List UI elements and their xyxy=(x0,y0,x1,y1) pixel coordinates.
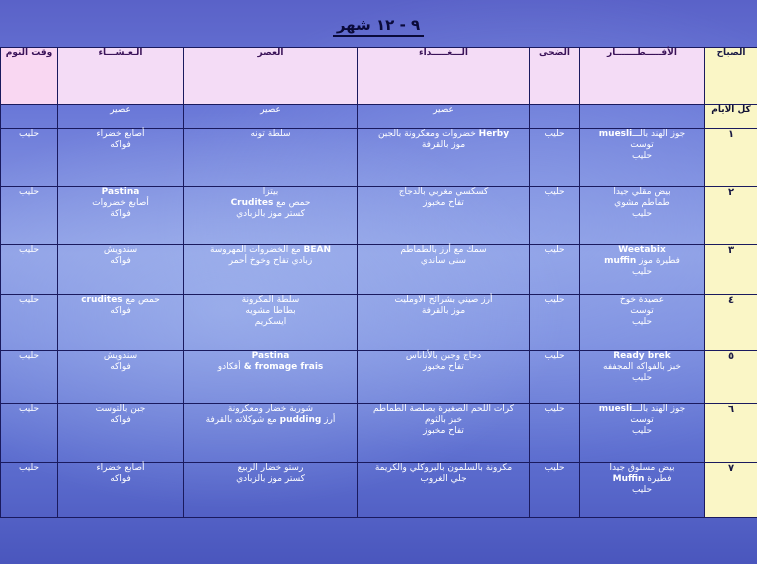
header-breakfast: الأفـــــطـــــــار xyxy=(580,48,705,105)
header-lunch: الـــغـــــداء xyxy=(358,48,530,105)
cell-dinner xyxy=(58,351,184,404)
cell-line xyxy=(580,426,704,437)
cell-line xyxy=(358,404,529,415)
cell-dinner xyxy=(58,129,184,187)
cell-line: حليب xyxy=(18,463,40,473)
text-segment: سندويش xyxy=(103,351,138,361)
cell-line: حليب xyxy=(544,187,565,197)
text-segment: كسكسي مغربي بالدجاج xyxy=(398,187,489,197)
latin-term: BEAN xyxy=(303,245,332,255)
text-segment: رستو خضار الربيع xyxy=(237,463,304,473)
cell-bedtime xyxy=(1,129,58,187)
text-segment: موز بالقرفة xyxy=(421,306,466,316)
table-row xyxy=(1,245,757,295)
header-row xyxy=(1,48,757,105)
cell-line xyxy=(184,415,357,426)
cell-dinner xyxy=(58,404,184,463)
cell-line xyxy=(58,474,183,485)
cell-line xyxy=(580,245,704,256)
cell-line xyxy=(358,306,529,317)
cell-line: حليب xyxy=(18,295,40,305)
cell-line: حليب xyxy=(18,404,40,414)
cell-bedtime xyxy=(1,187,58,245)
cell-bedtime xyxy=(1,245,58,295)
text-segment: فواكه xyxy=(110,415,131,425)
text-segment: خبز بالفواكه المجففه xyxy=(603,362,681,372)
header-day: الصباح xyxy=(705,48,757,105)
cell-line xyxy=(58,245,183,256)
text-segment: سنى ساندي xyxy=(420,256,467,266)
cell-line xyxy=(58,404,183,415)
cell-lunch xyxy=(358,129,530,187)
cell-line: حليب xyxy=(544,463,565,473)
title-wrap xyxy=(0,15,757,37)
cell-line xyxy=(184,129,357,140)
cell-line xyxy=(358,463,529,474)
table-row xyxy=(1,404,757,463)
cell-line xyxy=(184,463,357,474)
text-segment: تفاح مخبوز xyxy=(423,426,464,436)
cell-line xyxy=(358,295,529,306)
cell-line xyxy=(58,295,183,306)
plan-body xyxy=(1,105,757,518)
text-segment: توست xyxy=(630,306,654,316)
text-segment: خبز بالثوم xyxy=(424,415,463,425)
cell-afternoon xyxy=(184,404,358,463)
text-segment: بطاطا مشويه xyxy=(245,306,296,316)
all-days-dinner: عصير xyxy=(58,105,184,129)
header-afternoon: العصر xyxy=(184,48,358,105)
cell-line: حليب xyxy=(18,187,40,197)
text-segment: بيض مقلي جيدا xyxy=(613,187,671,197)
page-title: ٩ - ١٢ شهر xyxy=(333,16,424,37)
cell-line xyxy=(58,463,183,474)
table-row xyxy=(1,463,757,518)
cell-line: حليب xyxy=(544,295,565,305)
all-days-lunch: عصير xyxy=(358,105,530,129)
cell-breakfast xyxy=(580,295,705,351)
text-segment: زبادي تفاح وخوخ أحمر xyxy=(228,256,313,266)
text-segment: حليب xyxy=(631,426,653,436)
cell-morning-snack xyxy=(530,295,580,351)
cell-line xyxy=(580,295,704,306)
cell-line xyxy=(358,245,529,256)
cell-bedtime xyxy=(1,463,58,518)
text-segment: كستر موز بالزبادي xyxy=(236,474,305,484)
cell-breakfast xyxy=(580,351,705,404)
cell-line: حليب xyxy=(18,245,40,255)
cell-line xyxy=(580,129,704,140)
cell-breakfast xyxy=(580,463,705,518)
cell-line xyxy=(184,351,357,362)
all-days-breakfast xyxy=(580,105,705,129)
cell-line xyxy=(358,140,529,151)
all-days-afternoon: عصير xyxy=(184,105,358,129)
latin-term: Crudites xyxy=(230,198,274,208)
latin-term: Weetabix xyxy=(618,245,666,255)
cell-lunch xyxy=(358,295,530,351)
cell-breakfast xyxy=(580,129,705,187)
text-segment: فواكه xyxy=(110,256,131,266)
text-segment: توست xyxy=(630,140,654,150)
text-segment: مكرونة بالسلمون بالبروكلي والكريمة xyxy=(374,463,513,473)
latin-term: Muffin xyxy=(612,474,645,484)
cell-line xyxy=(358,351,529,362)
cell-line xyxy=(58,187,183,198)
cell-dinner xyxy=(58,463,184,518)
text-segment: فواكه xyxy=(110,362,131,372)
cell-line xyxy=(580,373,704,384)
day-number: ١ xyxy=(705,129,757,187)
meal-plan-table xyxy=(0,47,757,518)
cell-morning-snack xyxy=(530,351,580,404)
text-segment: حليب xyxy=(631,267,653,277)
cell-line: حليب xyxy=(544,129,565,139)
cell-line xyxy=(58,140,183,151)
cell-line xyxy=(580,306,704,317)
cell-line xyxy=(580,485,704,496)
cell-lunch xyxy=(358,404,530,463)
latin-term: muesli xyxy=(598,404,633,414)
cell-lunch xyxy=(358,351,530,404)
cell-line: حليب xyxy=(544,245,565,255)
cell-lunch xyxy=(358,463,530,518)
cell-line xyxy=(184,306,357,317)
cell-breakfast xyxy=(580,245,705,295)
text-segment: سلطة المكرونة xyxy=(241,295,300,305)
cell-breakfast xyxy=(580,187,705,245)
text-segment: فواكه xyxy=(110,474,131,484)
text-segment: سندويش xyxy=(103,245,138,255)
cell-dinner xyxy=(58,245,184,295)
text-segment: بيتزا xyxy=(262,187,279,197)
cell-line xyxy=(580,463,704,474)
cell-line xyxy=(184,245,357,256)
cell-line xyxy=(358,415,529,426)
text-segment: طماطم مشوي xyxy=(614,198,670,208)
text-segment: حليب xyxy=(631,485,653,495)
text-segment: حليب xyxy=(631,209,653,219)
all-days-bedtime xyxy=(1,105,58,129)
text-segment: سمك مع أرز بالطماطم xyxy=(400,245,487,255)
cell-dinner xyxy=(58,187,184,245)
cell-line xyxy=(58,256,183,267)
cell-line xyxy=(184,404,357,415)
cell-line: حليب xyxy=(544,351,565,361)
text-segment: جلي الغروب xyxy=(420,474,467,484)
cell-line xyxy=(580,267,704,278)
text-segment: كستر موز بالزبادي xyxy=(236,209,305,219)
cell-breakfast xyxy=(580,404,705,463)
all-days-morning-snack xyxy=(530,105,580,129)
cell-line xyxy=(580,415,704,426)
text-segment: موز بالقرفة xyxy=(421,140,466,150)
cell-line xyxy=(358,198,529,209)
cell-line xyxy=(184,256,357,267)
cell-morning-snack xyxy=(530,245,580,295)
cell-line xyxy=(58,415,183,426)
cell-line xyxy=(184,209,357,220)
cell-line xyxy=(580,198,704,209)
header-bedtime: وقت النوم xyxy=(1,48,58,105)
text-segment: مع شوكلاته بالقرفة xyxy=(205,415,280,425)
all-days-label: كل الايام xyxy=(705,105,757,129)
text-segment: حليب xyxy=(631,373,653,383)
cell-line xyxy=(358,187,529,198)
cell-line xyxy=(358,426,529,437)
cell-line xyxy=(580,151,704,162)
text-segment: سلطة تونه xyxy=(250,129,291,139)
cell-line xyxy=(580,209,704,220)
cell-lunch xyxy=(358,187,530,245)
text-segment: أرز xyxy=(321,415,336,425)
text-segment: شوربة خضار ومعكرونة xyxy=(227,404,314,414)
cell-morning-snack xyxy=(530,463,580,518)
cell-line xyxy=(184,187,357,198)
cell-dinner xyxy=(58,295,184,351)
text-segment: أفكادو xyxy=(217,362,241,372)
table-row xyxy=(1,351,757,404)
cell-line xyxy=(58,198,183,209)
cell-afternoon xyxy=(184,351,358,404)
cell-line xyxy=(184,198,357,209)
cell-line xyxy=(184,317,357,328)
cell-line xyxy=(580,140,704,151)
text-segment: أصابع خضروات xyxy=(92,198,149,208)
day-number: ٦ xyxy=(705,404,757,463)
text-segment: تفاح مخبوز xyxy=(423,198,464,208)
cell-line xyxy=(184,474,357,485)
text-segment: حمص مع xyxy=(122,295,160,305)
text-segment: فواكه xyxy=(110,306,131,316)
day-number: ٣ xyxy=(705,245,757,295)
text-segment: فطيرة موز xyxy=(636,256,680,266)
latin-term: muffin xyxy=(604,256,637,266)
text-segment: مع الخضروات المهروسة xyxy=(209,245,304,255)
text-segment: حليب xyxy=(631,317,653,327)
cell-lunch xyxy=(358,245,530,295)
cell-line xyxy=(358,129,529,140)
latin-term: Herby xyxy=(478,129,510,139)
table-row xyxy=(1,187,757,245)
cell-line xyxy=(184,295,357,306)
text-segment: حمص مع xyxy=(273,198,311,208)
latin-term: fromage frais & xyxy=(240,362,324,372)
cell-line xyxy=(358,474,529,485)
cell-line xyxy=(580,404,704,415)
latin-term: Ready brek xyxy=(613,351,671,361)
cell-afternoon xyxy=(184,129,358,187)
cell-line xyxy=(58,306,183,317)
text-segment: أرز صيني بشرائح الاومليت xyxy=(394,295,493,305)
cell-line xyxy=(580,362,704,373)
cell-line: حليب xyxy=(18,129,40,139)
day-number: ٤ xyxy=(705,295,757,351)
day-number: ٢ xyxy=(705,187,757,245)
cell-line xyxy=(58,351,183,362)
cell-morning-snack xyxy=(530,129,580,187)
text-segment: فطيرة xyxy=(644,474,672,484)
cell-bedtime xyxy=(1,351,58,404)
cell-line xyxy=(58,129,183,140)
cell-line xyxy=(358,256,529,267)
latin-term: Pastina xyxy=(251,351,290,361)
text-segment: فواكه xyxy=(110,140,131,150)
text-segment: تفاح مخبوز xyxy=(423,362,464,372)
cell-line: حليب xyxy=(544,404,565,414)
cell-afternoon xyxy=(184,245,358,295)
day-number: ٧ xyxy=(705,463,757,518)
latin-term: muesli xyxy=(598,129,633,139)
text-segment: خضروات ومعكرونة بالجبن xyxy=(377,129,479,139)
cell-afternoon xyxy=(184,463,358,518)
cell-afternoon xyxy=(184,295,358,351)
day-number: ٥ xyxy=(705,351,757,404)
table-row xyxy=(1,129,757,187)
cell-line xyxy=(580,256,704,267)
text-segment: أصابع خضراء xyxy=(96,463,145,473)
text-segment: جوز الهند بالـــ xyxy=(632,404,686,414)
all-days-row xyxy=(1,105,757,129)
latin-term: crudites xyxy=(81,295,123,305)
text-segment: أصابع خضراء xyxy=(96,129,145,139)
header-morning-snack: الضحى xyxy=(530,48,580,105)
cell-line xyxy=(580,351,704,362)
text-segment: جوز الهند بالـــ xyxy=(632,129,686,139)
text-segment: كرات اللحم الصغيرة بصلصة الطماطم xyxy=(372,404,515,414)
cell-line xyxy=(58,362,183,373)
cell-line xyxy=(58,209,183,220)
text-segment: بيض مسلوق جيدا xyxy=(609,463,675,473)
text-segment: جبن بالتوست xyxy=(95,404,146,414)
cell-bedtime xyxy=(1,404,58,463)
text-segment: ايسكريم xyxy=(254,317,287,327)
cell-bedtime xyxy=(1,295,58,351)
text-segment: دجاج وجبن بالأناناس xyxy=(405,351,482,361)
cell-line xyxy=(580,474,704,485)
table-row xyxy=(1,295,757,351)
cell-morning-snack xyxy=(530,187,580,245)
text-segment: حليب xyxy=(631,151,653,161)
latin-term: pudding xyxy=(279,415,322,425)
cell-line xyxy=(580,317,704,328)
cell-line xyxy=(580,187,704,198)
cell-line: حليب xyxy=(18,351,40,361)
latin-term: Pastina xyxy=(101,187,140,197)
text-segment: فواكة xyxy=(110,209,131,219)
cell-line xyxy=(358,362,529,373)
cell-afternoon xyxy=(184,187,358,245)
text-segment: توست xyxy=(630,415,654,425)
header-dinner: الـعـشـــاء xyxy=(58,48,184,105)
text-segment: عصيدة خوخ xyxy=(619,295,665,305)
cell-line xyxy=(184,362,357,373)
cell-morning-snack xyxy=(530,404,580,463)
